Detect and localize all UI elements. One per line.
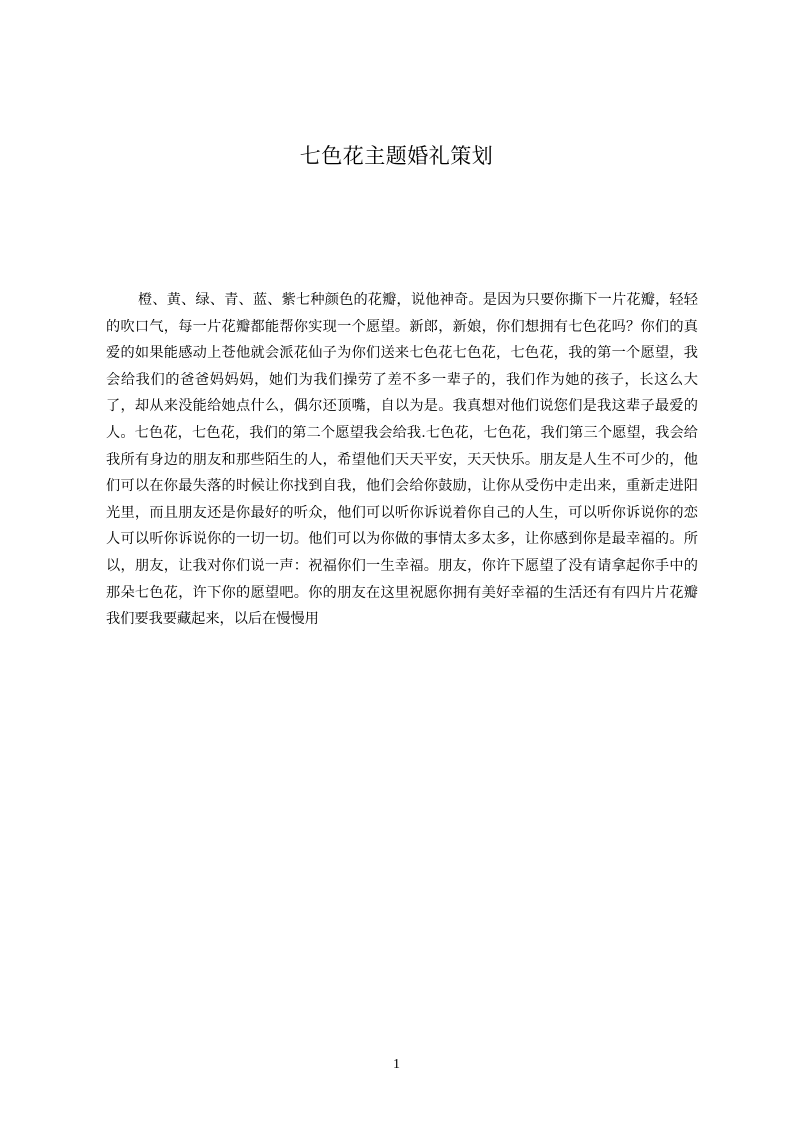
page-number: 1 bbox=[393, 1057, 400, 1072]
body-paragraph: 橙、黄、绿、青、蓝、紫七种颜色的花瓣，说他神奇。是因为只要你撕下一片花瓣，轻轻的吹口气，每一片花瓣都能帮你实现一个愿望。新郎，新娘，你们想拥有七色花吗？你们的真爱的如果能感动上苍他就会派花仙子为你们送来七色花七色花，七色花，我的第一个愿望，我会给我们的爸爸妈妈妈，她们为我们操劳了差不多一辈子的，我们作为她的孩子，长这么大了，却从来没能给她点什么，偶尔还顶嘴，自以为是。我真想对他们说您们是我这辈子最爱的人。七色花，七色花，我们的第二个愿望我会给我.七色花，七色花，我们第三个愿望，我会给我所有身边的朋友和那些陌生的人，希望他们天天平安，天天快乐。朋友是人生不可少的，他们可以在你最失落的时候让你找到自我，他们会给你鼓励，让你从受伤中走出来，重新走进阳光里，而且朋友还是你最好的听众，他们可以听你诉说着你自己的人生，可以听你诉说你的恋人可以听你诉说你的一切一切。他们可以为你做的事情太多太多，让你感到你是最幸福的。所以，朋友，让我对你们说一声：祝福你们一生幸福。朋友，你许下愿望了没有请拿起你手中的那朵七色花，许下你的愿望吧。你的朋友在这里祝愿你拥有美好幸福的生活还有有四片片花瓣我们要我要藏起来，以后在慢慢用 bbox=[106, 292, 698, 628]
page-title: 七色花主题婚礼策划 bbox=[299, 144, 494, 168]
